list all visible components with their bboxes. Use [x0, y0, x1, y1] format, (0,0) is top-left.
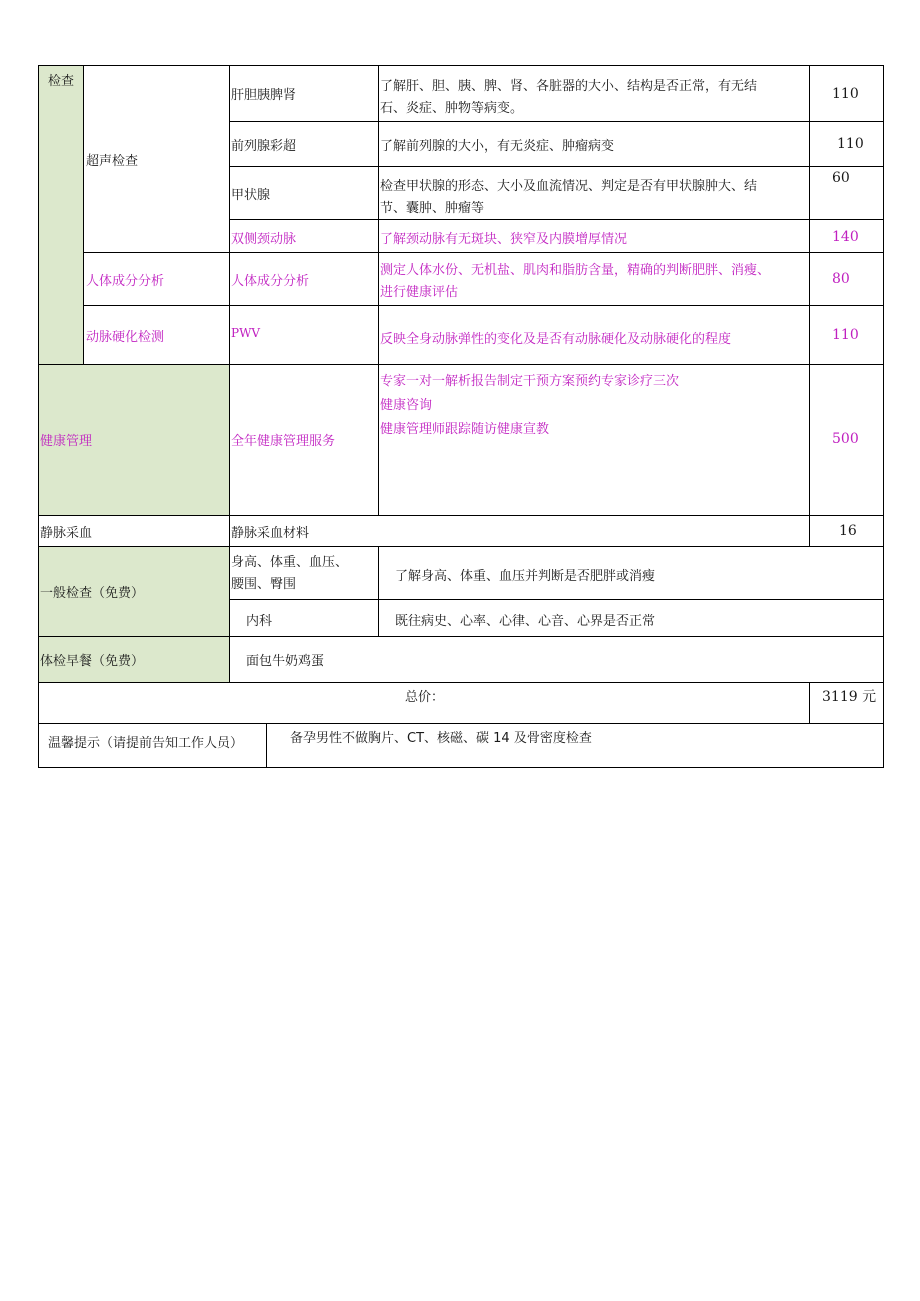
item-thyroid: 甲状腺 — [231, 188, 271, 203]
desc-prostate: 了解前列腺的大小，有无炎症、肿瘤病变 — [380, 139, 615, 154]
group-arterio: 动脉硬化检测 — [86, 330, 165, 345]
hline-11 — [38, 682, 884, 683]
total-label: 总价： — [405, 690, 445, 705]
hline-7 — [38, 515, 884, 516]
total-value: 3119 元 — [822, 689, 877, 705]
tip-text: 备孕男性不做胸片、CT、核磁、碳 14 及骨密度检查 — [290, 731, 592, 746]
vline-item — [229, 65, 230, 682]
vline-desc-general — [378, 546, 379, 636]
price-body-comp: 80 — [832, 271, 850, 287]
vline-tip — [266, 723, 267, 768]
item-pwv: PWV — [231, 326, 261, 340]
hline-9 — [229, 599, 884, 600]
border-top — [38, 65, 884, 66]
hline-12 — [38, 723, 884, 724]
price-thyroid: 60 — [832, 170, 850, 186]
item-internal: 内科 — [246, 614, 273, 629]
hline-6 — [38, 364, 884, 365]
vline-desc — [378, 65, 379, 515]
item-health-mgmt: 全年健康管理服务 — [231, 434, 336, 449]
ultrasound-group-label: 超声检查 — [86, 154, 139, 169]
group-health-mgmt: 健康管理 — [40, 434, 93, 449]
border-left — [38, 65, 39, 768]
hline-2 — [229, 166, 884, 167]
desc-thyroid: 检查甲状腺的形态、大小及血流情况、判定是否有甲状腺肿大、结 节、囊肿、肿瘤等 — [380, 179, 758, 216]
desc-liver: 了解肝、胆、胰、脾、肾、各脏器的大小、结构是否正常，有无结 石、炎症、肿物等病变。 — [380, 79, 758, 116]
item-general-body: 身高、体重、血压、 腰围、臀围 — [231, 555, 349, 592]
item-breakfast: 面包牛奶鸡蛋 — [246, 654, 325, 669]
price-liver: 110 — [832, 86, 859, 102]
group-breakfast: 体检早餐（免费） — [40, 654, 145, 669]
item-liver: 肝胆胰脾肾 — [231, 88, 297, 103]
group-body-comp: 人体成分分析 — [86, 274, 165, 289]
hline-4 — [83, 252, 884, 253]
item-prostate: 前列腺彩超 — [231, 139, 297, 154]
hline-3 — [229, 219, 884, 220]
hline-10 — [38, 636, 884, 637]
desc-health-mgmt: 专家一对一解析报告制定干预方案预约专家诊疗三次 健康咨询 健康管理师跟踪随访健康宣教 — [380, 374, 680, 437]
desc-arterio: 反映全身动脉弹性的变化及是否有动脉硬化及动脉硬化的程度 — [380, 332, 732, 347]
price-arterio: 110 — [832, 327, 859, 343]
hline-5 — [83, 305, 884, 306]
item-blood: 静脉采血材料 — [231, 526, 310, 541]
item-carotid: 双侧颈动脉 — [231, 232, 297, 247]
group-blood: 静脉采血 — [40, 526, 93, 541]
desc-internal: 既往病史、心率、心律、心音、心界是否正常 — [395, 614, 656, 629]
hline-1 — [229, 121, 884, 122]
group-general: 一般检查（免费） — [40, 586, 145, 601]
tip-label: 温馨提示（请提前告知工作人员） — [48, 736, 244, 751]
vline-total — [809, 682, 810, 723]
section-exam-label: 检查 — [48, 74, 75, 89]
price-health-mgmt: 500 — [832, 431, 859, 447]
border-right — [883, 65, 884, 768]
price-blood: 16 — [839, 523, 857, 539]
item-body-comp: 人体成分分析 — [231, 274, 310, 289]
desc-body-comp: 测定人体水份、无机盐、肌肉和脂肪含量，精确的判断肥胖、消瘦、 进行健康评估 — [380, 263, 771, 300]
exam-section-cell — [39, 66, 83, 364]
desc-general-body: 了解身高、体重、血压并判断是否肥胖或消瘦 — [395, 569, 656, 584]
price-prostate: 110 — [837, 136, 864, 152]
price-carotid: 140 — [832, 229, 859, 245]
vline-exam — [83, 65, 84, 364]
hline-8 — [38, 546, 884, 547]
desc-carotid: 了解颈动脉有无斑块、狭窄及内膜增厚情况 — [380, 232, 628, 247]
border-bottom — [38, 767, 884, 768]
